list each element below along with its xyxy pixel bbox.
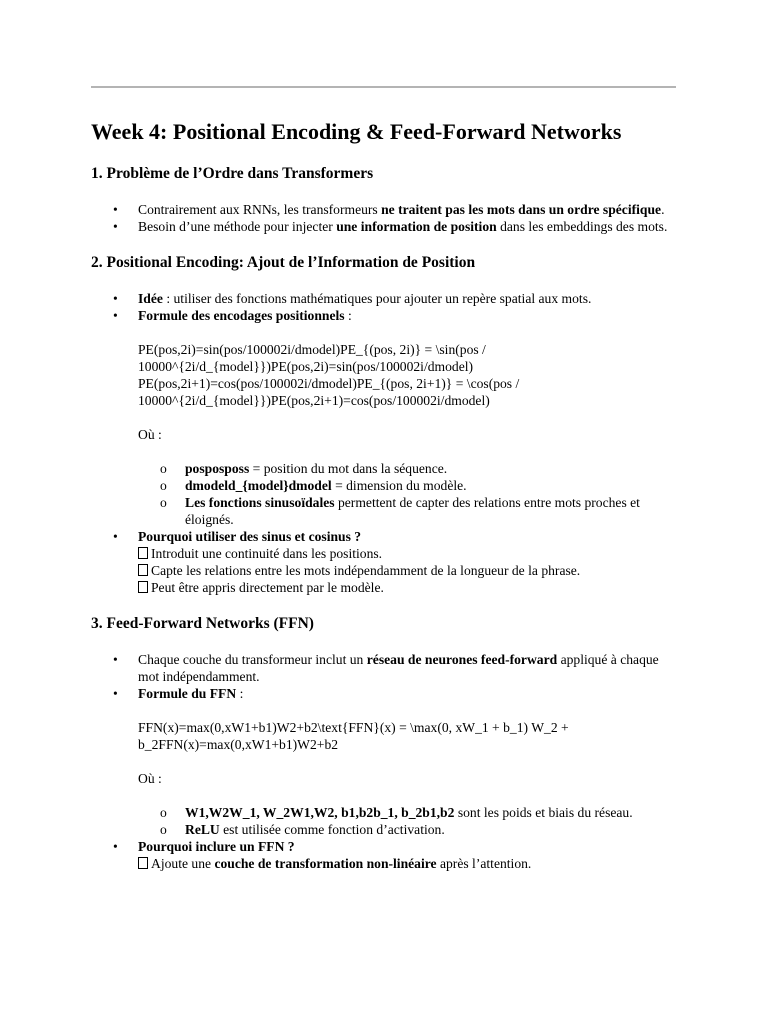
missing-glyph-icon	[138, 857, 148, 869]
list-item: • Formule des encodages positionnels :	[91, 307, 676, 324]
section-2-list-cont	[91, 528, 676, 596]
ffn-sublist	[91, 804, 676, 838]
section-3-list	[91, 651, 676, 702]
formula-line: b_2FFN(x)=max(0,xW1+b1)W2+b2	[138, 737, 339, 752]
formula-line: 10000^{2i/d_{model}})PE(pos,2i+1)=cos(pos/100002i/dmodel)	[138, 393, 490, 408]
page-title: Week 4: Positional Encoding & Feed-Forward Networks	[91, 119, 622, 144]
sub-list-item: o Les fonctions sinusoïdales permettent de capter des relations entre mots proches et éloignés.	[138, 494, 676, 528]
sub-list-item: o ReLU est utilisée comme fonction d’activation.	[138, 821, 676, 838]
horizontal-rule	[91, 86, 676, 88]
list-item: • Chaque couche du transformeur inclut un réseau de neurones feed-forward appliqué à chaque mot indépendamment.	[91, 651, 676, 685]
missing-glyph-icon	[138, 564, 148, 576]
formula-line: FFN(x)=max(0,xW1+b1)W2+b2\text{FFN}(x) = \max(0, xW_1 + b_1) W_2 +	[138, 720, 569, 735]
formula-line: PE(pos,2i+1)=cos(pos/100002i/dmodel)PE_{(pos, 2i+1)} = \cos(pos /	[138, 376, 520, 391]
section-3-list-cont	[91, 838, 676, 872]
formula-line: 10000^{2i/d_{model}})PE(pos,2i)=sin(pos/100002i/dmodel)	[138, 359, 474, 374]
list-item: • Idée : utiliser des fonctions mathématiques pour ajouter un repère spatial aux mots.	[91, 290, 676, 307]
where-label: Où :	[138, 427, 162, 442]
pe-formula-block	[91, 324, 676, 460]
pe-sublist	[91, 460, 676, 528]
section-heading-3: 3. Feed-Forward Networks (FFN)	[91, 615, 314, 632]
section-1-list	[91, 201, 676, 235]
sub-list-item: o dmodeld_{model}dmodel = dimension du modèle.	[138, 477, 676, 494]
sub-list-item: o posposposs = position du mot dans la séquence.	[138, 460, 676, 477]
list-item: • Contrairement aux RNNs, les transformeurs ne traitent pas les mots dans un ordre spécifique.	[91, 201, 676, 218]
section-heading-2: 2. Positional Encoding: Ajout de l’Information de Position	[91, 254, 476, 271]
section-2-list	[91, 290, 676, 324]
list-item: • Pourquoi inclure un FFN ? Ajoute une couche de transformation non-linéaire après l’attention.	[91, 838, 676, 872]
missing-glyph-icon	[138, 547, 148, 559]
list-item: • Pourquoi utiliser des sinus et cosinus ? Introduit une continuité dans les positions. Capte les relations entre les mots indépendamment de la longueur de la phrase. Peut être appris directement par le modèle.	[91, 528, 676, 596]
sub-list-item: o W1,W2W_1, W_2W1,W2, b1,b2b_1, b_2b1,b2 sont les poids et biais du réseau.	[138, 804, 676, 821]
where-label: Où :	[138, 771, 162, 786]
list-item: • Besoin d’une méthode pour injecter une information de position dans les embeddings des mots.	[91, 218, 676, 235]
formula-line: PE(pos,2i)=sin(pos/100002i/dmodel)PE_{(pos, 2i)} = \sin(pos /	[138, 342, 486, 357]
ffn-formula-block	[91, 702, 676, 804]
missing-glyph-icon	[138, 581, 148, 593]
section-heading-1: 1. Problème de l’Ordre dans Transformers	[91, 165, 374, 182]
document-body	[91, 118, 676, 872]
list-item: • Formule du FFN :	[91, 685, 676, 702]
